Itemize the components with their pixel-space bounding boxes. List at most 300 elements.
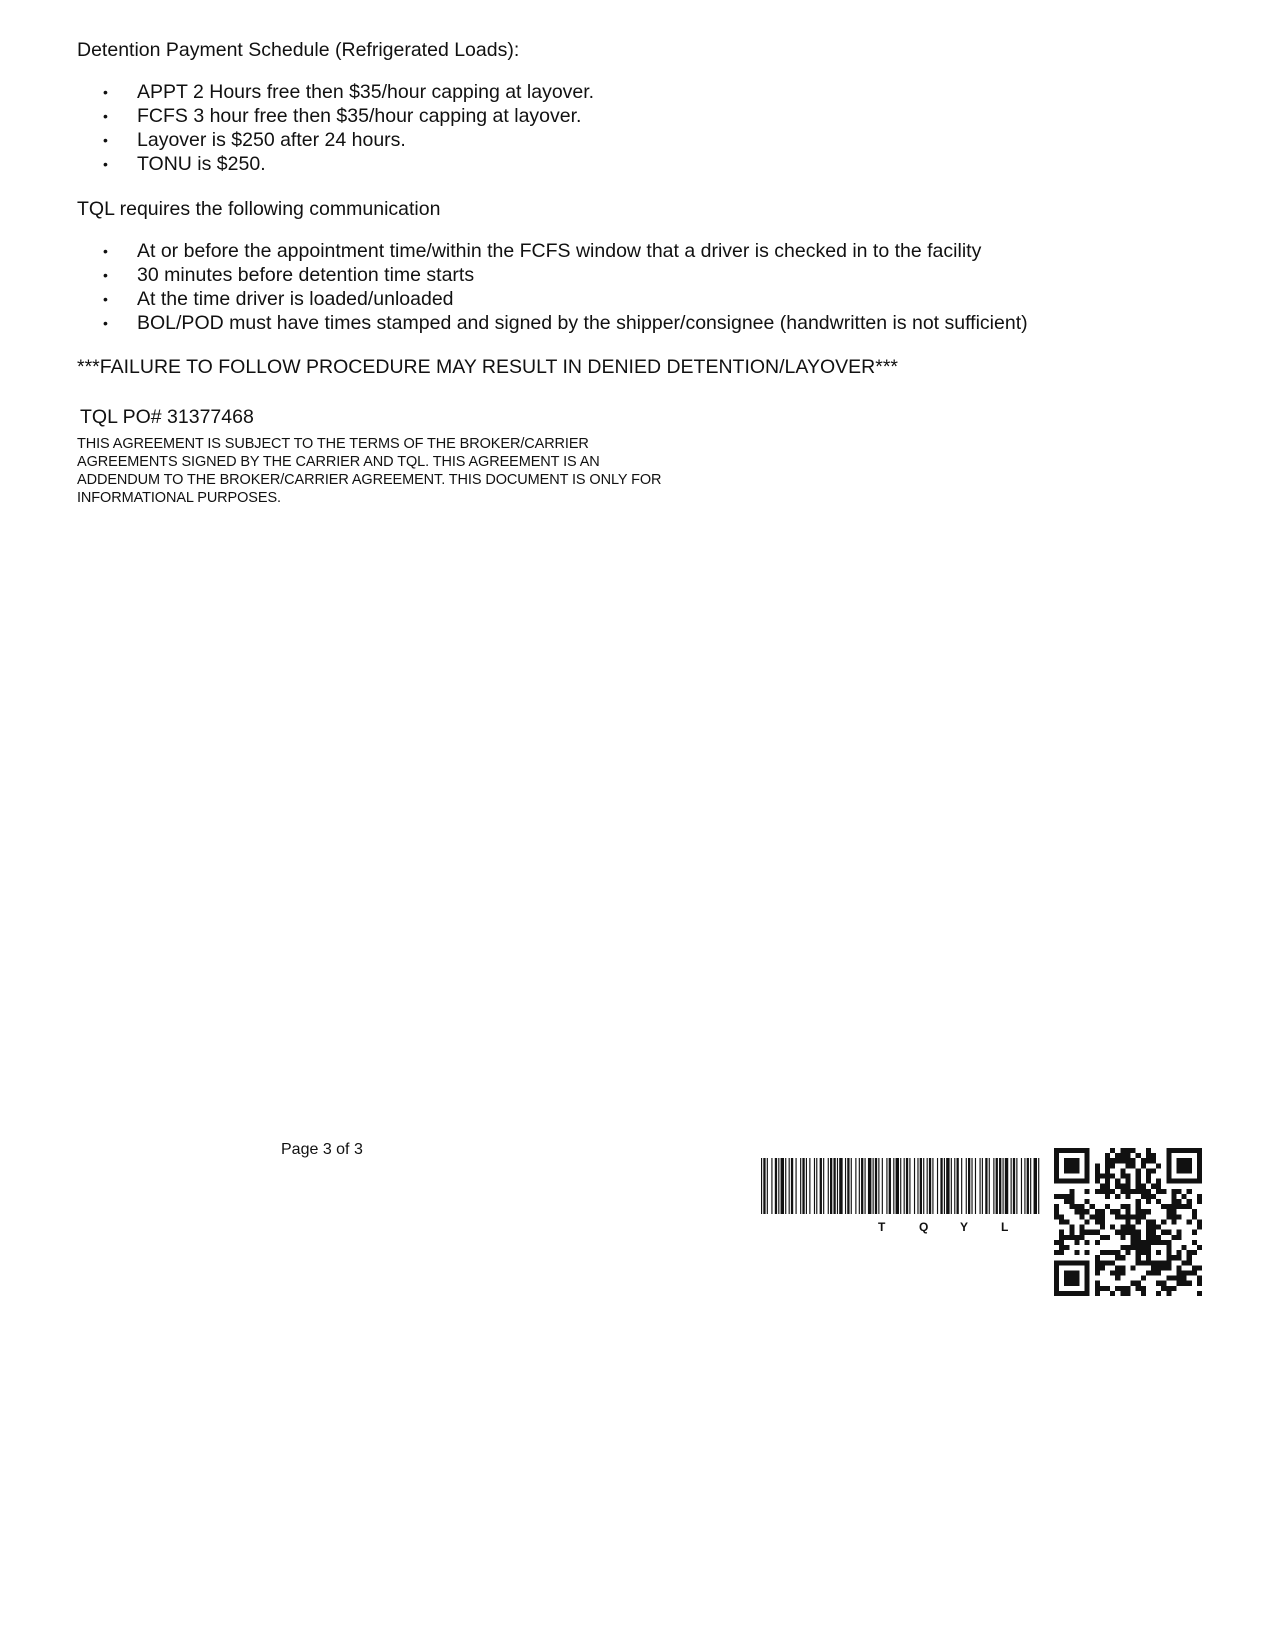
- qr-module: [1136, 1245, 1141, 1250]
- qr-module: [1146, 1270, 1151, 1275]
- qr-module: [1141, 1260, 1146, 1265]
- qr-module: [1161, 1219, 1166, 1224]
- qr-module: [1115, 1286, 1120, 1291]
- qr-module: [1064, 1270, 1069, 1275]
- qr-module: [1115, 1230, 1120, 1235]
- qr-module: [1166, 1168, 1171, 1173]
- qr-module: [1136, 1235, 1141, 1240]
- qr-module: [1115, 1276, 1120, 1281]
- barcode-bar: [923, 1158, 924, 1214]
- qr-module: [1146, 1250, 1151, 1255]
- qr-module: [1064, 1235, 1069, 1240]
- qr-module: [1059, 1219, 1064, 1224]
- barcode-bar: [823, 1158, 824, 1214]
- barcode-bar: [961, 1158, 962, 1214]
- qr-module: [1074, 1168, 1079, 1173]
- qr-module: [1085, 1199, 1090, 1204]
- qr-module: [1120, 1230, 1125, 1235]
- qr-module: [1151, 1219, 1156, 1224]
- qr-module: [1100, 1260, 1105, 1265]
- barcode-bar: [761, 1158, 762, 1214]
- qr-module: [1182, 1168, 1187, 1173]
- qr-module: [1120, 1270, 1125, 1275]
- barcode-bar: [809, 1158, 810, 1214]
- qr-module: [1054, 1179, 1059, 1184]
- barcode-bar: [893, 1158, 894, 1214]
- barcode-bar: [932, 1158, 933, 1214]
- list-item-text: APPT 2 Hours free then $35/hour capping at layover.: [137, 81, 595, 103]
- qr-module: [1059, 1230, 1064, 1235]
- qr-module: [1125, 1153, 1130, 1158]
- barcode-bar: [999, 1158, 1001, 1214]
- qr-module: [1166, 1179, 1171, 1184]
- qr-module: [1197, 1153, 1202, 1158]
- barcode-bar: [785, 1158, 786, 1214]
- qr-module: [1166, 1158, 1171, 1163]
- qr-module: [1080, 1209, 1085, 1214]
- qr-module: [1125, 1184, 1130, 1189]
- qr-module: [1146, 1245, 1151, 1250]
- qr-module: [1156, 1225, 1161, 1230]
- list-item-text: At the time driver is loaded/unloaded: [137, 288, 454, 310]
- barcode-bar: [802, 1158, 804, 1214]
- qr-module: [1085, 1168, 1090, 1173]
- qr-module: [1095, 1281, 1100, 1286]
- qr-module: [1176, 1163, 1181, 1168]
- qr-module: [1171, 1204, 1176, 1209]
- qr-module: [1095, 1255, 1100, 1260]
- qr-module: [1110, 1270, 1115, 1275]
- bullet-icon: •: [103, 243, 108, 259]
- qr-module: [1095, 1291, 1100, 1296]
- qr-module: [1080, 1235, 1085, 1240]
- qr-code-graphic: [1054, 1148, 1202, 1296]
- qr-module: [1085, 1276, 1090, 1281]
- qr-module: [1151, 1184, 1156, 1189]
- list-item-text: Layover is $250 after 24 hours.: [137, 129, 406, 151]
- qr-module: [1054, 1168, 1059, 1173]
- barcode-bar: [957, 1158, 959, 1214]
- qr-module: [1110, 1174, 1115, 1179]
- qr-module: [1136, 1219, 1141, 1224]
- barcode-bar: [839, 1158, 842, 1214]
- qr-module: [1151, 1158, 1156, 1163]
- qr-module: [1182, 1260, 1187, 1265]
- qr-module: [1125, 1174, 1130, 1179]
- qr-module: [1115, 1179, 1120, 1184]
- qr-module: [1115, 1209, 1120, 1214]
- qr-module: [1176, 1214, 1181, 1219]
- qr-module: [1141, 1189, 1146, 1194]
- barcode-bar: [929, 1158, 931, 1214]
- qr-module: [1115, 1184, 1120, 1189]
- qr-module: [1080, 1214, 1085, 1219]
- barcode-bar: [875, 1158, 877, 1214]
- qr-module: [1110, 1260, 1115, 1265]
- po-number: TQL PO# 31377468: [80, 406, 254, 428]
- qr-module: [1141, 1276, 1146, 1281]
- barcode-bar: [927, 1158, 928, 1214]
- qr-module: [1136, 1189, 1141, 1194]
- qr-module: [1125, 1225, 1130, 1230]
- qr-module: [1100, 1184, 1105, 1189]
- qr-module: [1069, 1260, 1074, 1265]
- barcode-bar: [859, 1158, 860, 1214]
- qr-module: [1161, 1260, 1166, 1265]
- qr-module: [1059, 1250, 1064, 1255]
- qr-module: [1166, 1148, 1171, 1153]
- qr-module: [1182, 1245, 1187, 1250]
- qr-module: [1059, 1179, 1064, 1184]
- qr-module: [1176, 1276, 1181, 1281]
- qr-module: [1054, 1291, 1059, 1296]
- qr-module: [1064, 1148, 1069, 1153]
- qr-module: [1197, 1281, 1202, 1286]
- qr-module: [1192, 1209, 1197, 1214]
- qr-module: [1120, 1265, 1125, 1270]
- qr-module: [1074, 1235, 1079, 1240]
- qr-module: [1131, 1235, 1136, 1240]
- qr-module: [1187, 1158, 1192, 1163]
- qr-module: [1136, 1250, 1141, 1255]
- qr-module: [1054, 1265, 1059, 1270]
- qr-module: [1156, 1163, 1161, 1168]
- barcode-bar: [830, 1158, 832, 1214]
- qr-module: [1064, 1179, 1069, 1184]
- qr-module: [1115, 1153, 1120, 1158]
- qr-module: [1125, 1250, 1130, 1255]
- qr-module: [1146, 1225, 1151, 1230]
- qr-module: [1176, 1230, 1181, 1235]
- page-number: Page 3 of 3: [281, 1141, 363, 1158]
- qr-module: [1054, 1194, 1059, 1199]
- barcode-bar: [781, 1158, 784, 1214]
- qr-module: [1182, 1276, 1187, 1281]
- barcode-bar: [937, 1158, 938, 1214]
- qr-module: [1187, 1168, 1192, 1173]
- qr-module: [1069, 1235, 1074, 1240]
- qr-module: [1085, 1189, 1090, 1194]
- barcode-bar: [882, 1158, 883, 1214]
- qr-module: [1171, 1235, 1176, 1240]
- qr-module: [1064, 1260, 1069, 1265]
- barcode-bar: [1024, 1158, 1025, 1214]
- barcode-bar: [796, 1158, 797, 1214]
- qr-module: [1151, 1235, 1156, 1240]
- qr-module: [1197, 1245, 1202, 1250]
- detention-heading: Detention Payment Schedule (Refrigerated Loads):: [77, 39, 520, 61]
- qr-module: [1095, 1189, 1100, 1194]
- qr-module: [1131, 1148, 1136, 1153]
- qr-module: [1131, 1225, 1136, 1230]
- qr-module: [1146, 1219, 1151, 1224]
- qr-module: [1171, 1194, 1176, 1199]
- qr-module: [1120, 1286, 1125, 1291]
- qr-module: [1166, 1260, 1171, 1265]
- bullet-icon: •: [103, 84, 108, 100]
- qr-module: [1120, 1153, 1125, 1158]
- qr-module: [1141, 1250, 1146, 1255]
- qr-module: [1125, 1189, 1130, 1194]
- barcode-bar: [1038, 1158, 1039, 1214]
- qr-module: [1192, 1148, 1197, 1153]
- qr-module: [1146, 1209, 1151, 1214]
- qr-module: [1146, 1194, 1151, 1199]
- qr-module: [1074, 1240, 1079, 1245]
- qr-module: [1100, 1265, 1105, 1270]
- qr-module: [1085, 1219, 1090, 1224]
- qr-module: [1095, 1265, 1100, 1270]
- barcode-bar: [763, 1158, 765, 1214]
- qr-module: [1095, 1163, 1100, 1168]
- qr-module: [1182, 1281, 1187, 1286]
- qr-module: [1136, 1153, 1141, 1158]
- qr-module: [1110, 1189, 1115, 1194]
- qr-module: [1080, 1204, 1085, 1209]
- qr-module: [1054, 1270, 1059, 1275]
- barcode-text-char: Y: [960, 1220, 969, 1234]
- qr-module: [1197, 1179, 1202, 1184]
- qr-module: [1105, 1158, 1110, 1163]
- qr-module: [1187, 1270, 1192, 1275]
- qr-module: [1095, 1230, 1100, 1235]
- bullet-icon: •: [103, 267, 108, 283]
- qr-module: [1125, 1194, 1130, 1199]
- qr-module: [1141, 1291, 1146, 1296]
- qr-module: [1085, 1260, 1090, 1265]
- qr-module: [1136, 1281, 1141, 1286]
- barcode-bar: [1003, 1158, 1004, 1214]
- qr-module: [1095, 1168, 1100, 1173]
- qr-module: [1095, 1260, 1100, 1265]
- qr-module: [1182, 1179, 1187, 1184]
- bullet-icon: •: [103, 291, 108, 307]
- qr-module: [1197, 1168, 1202, 1173]
- barcode-bar: [982, 1158, 983, 1214]
- bullet-icon: •: [103, 315, 108, 331]
- qr-module: [1161, 1265, 1166, 1270]
- qr-module: [1115, 1194, 1120, 1199]
- barcode-bar: [996, 1158, 998, 1214]
- qr-module: [1197, 1194, 1202, 1199]
- qr-module: [1120, 1158, 1125, 1163]
- barcode-bar: [1030, 1158, 1031, 1214]
- qr-module: [1069, 1194, 1074, 1199]
- qr-module: [1182, 1148, 1187, 1153]
- qr-module: [1064, 1194, 1069, 1199]
- qr-module: [1100, 1250, 1105, 1255]
- qr-module: [1166, 1240, 1171, 1245]
- qr-module: [1080, 1230, 1085, 1235]
- barcode-bar: [900, 1158, 901, 1214]
- qr-module: [1085, 1286, 1090, 1291]
- barcode-bar: [944, 1158, 945, 1214]
- qr-module: [1182, 1194, 1187, 1199]
- qr-module: [1074, 1204, 1079, 1209]
- qr-module: [1192, 1214, 1197, 1219]
- qr-module: [1187, 1281, 1192, 1286]
- qr-module: [1141, 1214, 1146, 1219]
- qr-module: [1176, 1204, 1181, 1209]
- qr-module: [1156, 1184, 1161, 1189]
- qr-module: [1136, 1240, 1141, 1245]
- qr-module: [1074, 1260, 1079, 1265]
- qr-module: [1136, 1179, 1141, 1184]
- qr-module: [1187, 1204, 1192, 1209]
- qr-module: [1176, 1235, 1181, 1240]
- qr-module: [1197, 1158, 1202, 1163]
- qr-module: [1151, 1168, 1156, 1173]
- qr-module: [1156, 1291, 1161, 1296]
- barcode-bar: [946, 1158, 949, 1214]
- qr-module: [1125, 1179, 1130, 1184]
- qr-module: [1074, 1158, 1079, 1163]
- qr-module: [1085, 1250, 1090, 1255]
- qr-module: [1120, 1225, 1125, 1230]
- barcode-bar: [940, 1158, 942, 1214]
- qr-module: [1151, 1153, 1156, 1158]
- barcode-bar: [1021, 1158, 1022, 1214]
- legal-line: AGREEMENTS SIGNED BY THE CARRIER AND TQL. THIS AGREEMENT IS AN: [77, 454, 600, 470]
- qr-module: [1064, 1281, 1069, 1286]
- qr-module: [1197, 1174, 1202, 1179]
- barcode-bar: [971, 1158, 972, 1214]
- qr-module: [1151, 1240, 1156, 1245]
- barcode-bar: [767, 1158, 768, 1214]
- qr-module: [1182, 1270, 1187, 1275]
- barcode-bar: [985, 1158, 987, 1214]
- qr-module: [1054, 1286, 1059, 1291]
- qr-module: [1176, 1265, 1181, 1270]
- qr-module: [1090, 1214, 1095, 1219]
- barcode-bar: [968, 1158, 970, 1214]
- qr-module: [1197, 1225, 1202, 1230]
- qr-module: [1166, 1250, 1171, 1255]
- qr-module: [1105, 1235, 1110, 1240]
- qr-module: [1176, 1281, 1181, 1286]
- barcode-bar: [833, 1158, 835, 1214]
- qr-module: [1064, 1163, 1069, 1168]
- qr-module: [1100, 1189, 1105, 1194]
- qr-module: [1054, 1174, 1059, 1179]
- qr-module: [1146, 1153, 1151, 1158]
- qr-module: [1074, 1281, 1079, 1286]
- qr-module: [1064, 1158, 1069, 1163]
- barcode-bar: [1016, 1158, 1017, 1214]
- qr-module: [1105, 1163, 1110, 1168]
- qr-module: [1110, 1250, 1115, 1255]
- qr-module: [1171, 1199, 1176, 1204]
- qr-module: [1069, 1148, 1074, 1153]
- qr-module: [1187, 1255, 1192, 1260]
- barcode-bar: [980, 1158, 981, 1214]
- qr-module: [1054, 1204, 1059, 1209]
- qr-module: [1141, 1209, 1146, 1214]
- barcode-bar: [868, 1158, 871, 1214]
- qr-module: [1100, 1209, 1105, 1214]
- qr-module: [1171, 1214, 1176, 1219]
- qr-module: [1074, 1276, 1079, 1281]
- qr-module: [1120, 1168, 1125, 1173]
- qr-module: [1192, 1265, 1197, 1270]
- qr-module: [1064, 1245, 1069, 1250]
- qr-module: [1187, 1163, 1192, 1168]
- qr-module: [1146, 1255, 1151, 1260]
- barcode-bar: [791, 1158, 793, 1214]
- qr-module: [1146, 1158, 1151, 1163]
- qr-module: [1176, 1270, 1181, 1275]
- qr-module: [1146, 1260, 1151, 1265]
- qr-module: [1125, 1209, 1130, 1214]
- qr-module: [1176, 1250, 1181, 1255]
- qr-module: [1176, 1189, 1181, 1194]
- qr-module: [1161, 1230, 1166, 1235]
- qr-module: [1156, 1189, 1161, 1194]
- barcode-bar: [771, 1158, 772, 1214]
- barcode-bar: [837, 1158, 838, 1214]
- qr-module: [1187, 1199, 1192, 1204]
- qr-module: [1161, 1189, 1166, 1194]
- qr-module: [1115, 1255, 1120, 1260]
- qr-module: [1069, 1281, 1074, 1286]
- barcode: [761, 1158, 1041, 1238]
- qr-module: [1171, 1276, 1176, 1281]
- qr-module: [1059, 1214, 1064, 1219]
- barcode-bar: [906, 1158, 908, 1214]
- qr-module: [1187, 1219, 1192, 1224]
- barcode-bar: [873, 1158, 874, 1214]
- qr-module: [1146, 1168, 1151, 1173]
- qr-module: [1197, 1148, 1202, 1153]
- qr-module: [1166, 1255, 1171, 1260]
- qr-module: [1171, 1179, 1176, 1184]
- barcode-bar: [865, 1158, 866, 1214]
- barcode-bar: [904, 1158, 905, 1214]
- qr-module: [1074, 1179, 1079, 1184]
- qr-module: [1161, 1240, 1166, 1245]
- qr-module: [1176, 1158, 1181, 1163]
- qr-module: [1054, 1214, 1059, 1219]
- communication-heading: TQL requires the following communication: [77, 198, 441, 220]
- qr-module: [1151, 1270, 1156, 1275]
- qr-module: [1131, 1214, 1136, 1219]
- list-item-text: FCFS 3 hour free then $35/hour capping at layover.: [137, 105, 582, 127]
- qr-module: [1064, 1291, 1069, 1296]
- list-item-text: BOL/POD must have times stamped and signed by the shipper/consignee (handwritten is not sufficient): [137, 312, 1028, 334]
- qr-module: [1136, 1230, 1141, 1235]
- qr-module: [1176, 1179, 1181, 1184]
- qr-module: [1054, 1153, 1059, 1158]
- qr-module: [1069, 1158, 1074, 1163]
- qr-module: [1125, 1245, 1130, 1250]
- qr-module: [1059, 1245, 1064, 1250]
- qr-module: [1064, 1276, 1069, 1281]
- barcode-bar: [889, 1158, 891, 1214]
- barcode-bar: [820, 1158, 822, 1214]
- qr-module: [1141, 1240, 1146, 1245]
- barcode-bar: [917, 1158, 918, 1214]
- qr-module: [1192, 1179, 1197, 1184]
- qr-module: [1187, 1148, 1192, 1153]
- qr-module: [1054, 1260, 1059, 1265]
- qr-module: [1115, 1250, 1120, 1255]
- qr-module: [1156, 1265, 1161, 1270]
- barcode-bar: [975, 1158, 976, 1214]
- qr-module: [1120, 1291, 1125, 1296]
- qr-module: [1146, 1235, 1151, 1240]
- barcode-bar: [816, 1158, 817, 1214]
- qr-module: [1095, 1179, 1100, 1184]
